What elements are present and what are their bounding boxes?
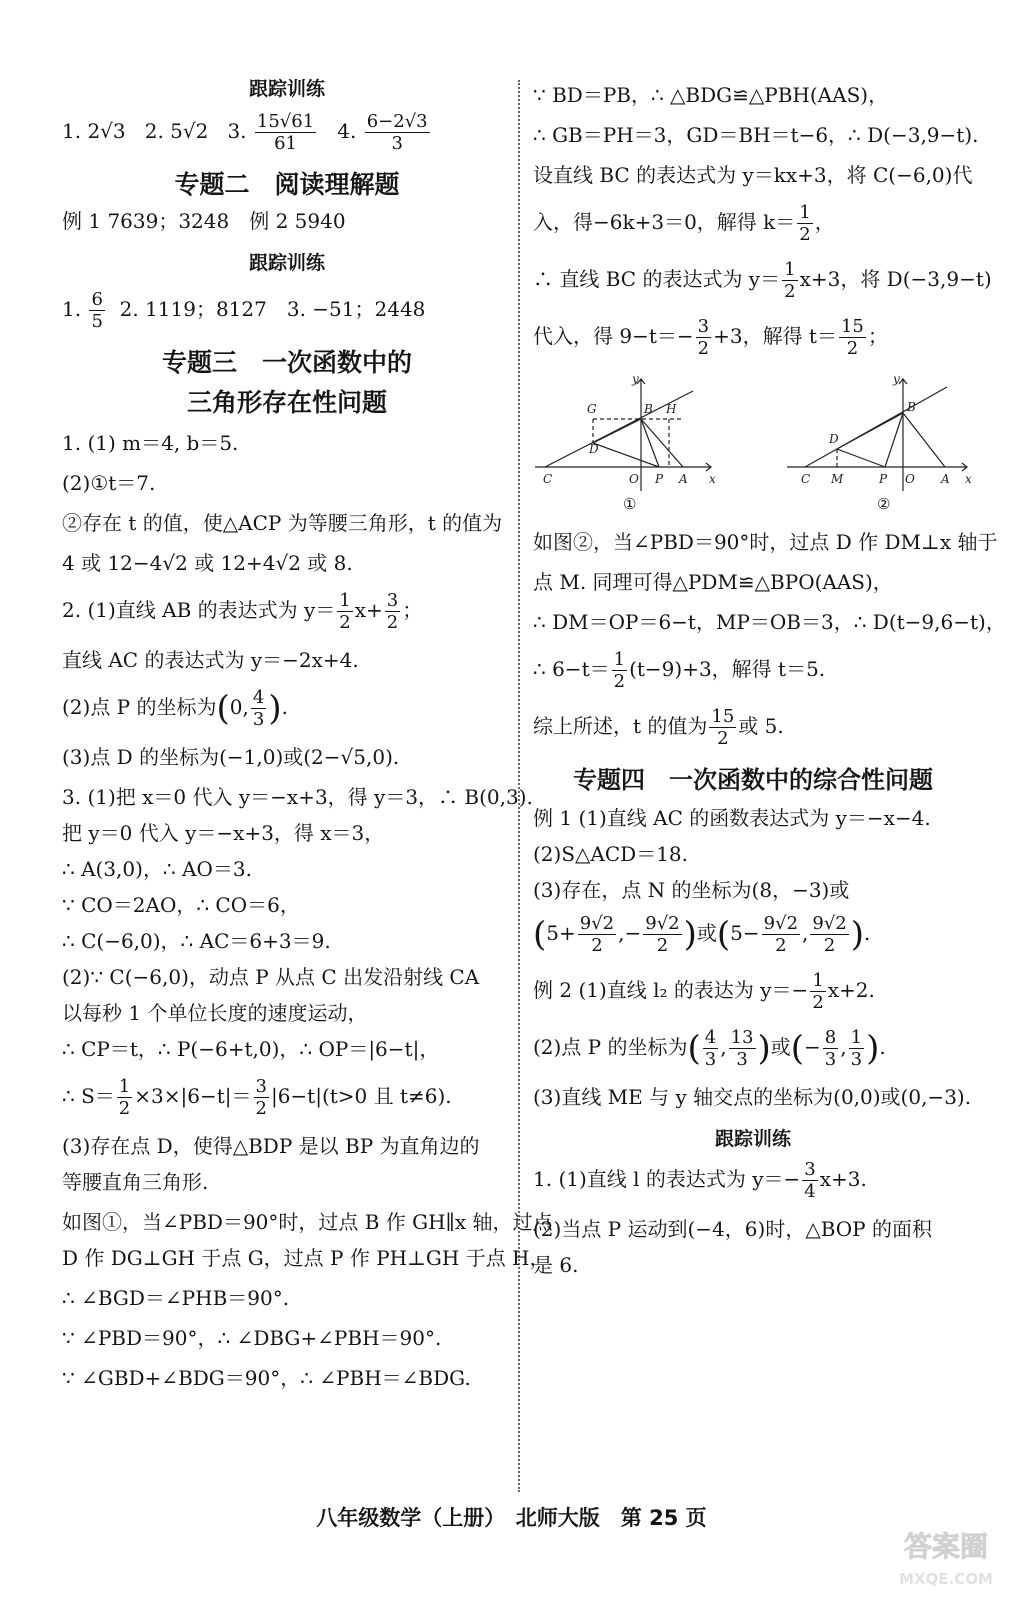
answer-line: 3. (1)把 x＝0 代入 y＝−x+3，得 y＝3，∴ B(0,3). — [62, 785, 533, 809]
figure-2-caption: ② — [877, 495, 891, 513]
answer-line: 代入，得 9−t＝− $\frac{3}{2}$ +3，解得 t＝ $\frac{15}{2}$ ； — [533, 316, 888, 359]
svg-text:A: A — [941, 472, 950, 486]
answer-line: 如图②，当∠PBD＝90°时，过点 D 作 DM⊥x 轴于 — [533, 530, 998, 554]
answer-line: ∴ DM＝OP＝6−t，MP＝OB＝3，∴ D(t−9,6−t)， — [533, 610, 1006, 634]
answer-line: 4 或 12−4√2 或 12+4√2 或 8. — [62, 551, 353, 575]
answer-line: (2)当点 P 运动到(−4，6)时，△BOP 的面积 — [533, 1217, 932, 1241]
answer-line: (2)点 P 的坐标为(0, $\frac{4}{3}$ ). — [62, 687, 288, 730]
svg-text:x: x — [709, 472, 716, 486]
answer-line: 把 y＝0 代入 y＝−x+3，得 x＝3， — [62, 821, 385, 845]
answer-line: 1. (1)直线 l 的表达式为 y＝− $\frac{3}{4}$ x+3. — [533, 1159, 867, 1202]
axis-label: y — [632, 373, 639, 386]
svg-text:y: y — [893, 373, 900, 386]
fraction: $\frac{6-2√3}{3}$ — [366, 111, 428, 154]
figures — [533, 373, 973, 519]
answer-line: (3)直线 ME 与 y 轴交点的坐标为(0,0)或(0,−3). — [533, 1085, 972, 1109]
topic-2-title: 专题二 阅读理解题 — [174, 170, 400, 199]
answer-line: (5+ $\frac{9√2}{2}$ ,− $\frac{9√2}{2}$ )或(5− $\frac{9√2}{2}$ , $\frac{9√2}{2}$ ). — [533, 913, 871, 956]
answer-line: ∴ 6−t＝ $\frac{1}{2}$ (t−9)+3，解得 t＝5. — [533, 649, 826, 692]
answer-line: (2)S△ACD＝18. — [533, 842, 688, 866]
answer-line: (3)点 D 的坐标为(−1,0)或(2−√5,0). — [62, 745, 400, 769]
answer-line: (3)存在，点 N 的坐标为(8，−3)或 — [533, 878, 850, 902]
right-column — [533, 62, 1006, 1292]
track-heading-1: 跟踪训练 — [248, 78, 325, 100]
svg-text:O: O — [629, 472, 639, 486]
answer-line: 设直线 BC 的表达式为 y＝kx+3，将 C(−6,0)代 — [533, 163, 973, 187]
svg-text:C: C — [801, 472, 811, 486]
answer-line: 以每秒 1 个单位长度的速度运动， — [62, 1001, 368, 1025]
answer-line: 直线 AC 的表达式为 y＝−2x+4. — [62, 648, 359, 672]
track-heading-2: 跟踪训练 — [248, 252, 325, 274]
answer-line: ②存在 t 的值，使△ACP 为等腰三角形，t 的值为 — [62, 511, 503, 535]
figure-1-diagram — [533, 373, 723, 493]
answer-line: 是 6. — [533, 1253, 579, 1277]
answer-line: ∴ S＝ $\frac{1}{2}$ ×3×|6−t|＝ $\frac{3}{2}$ |6−t|(t>0 且 t≠6). — [62, 1076, 452, 1119]
svg-text:P: P — [879, 472, 888, 486]
answer-line: 入，得−6k+3＝0，解得 k＝ $\frac{1}{2}$ ， — [533, 202, 835, 245]
fraction: $\frac{15√61}{61}$ — [256, 111, 315, 154]
figure-1-caption: ① — [623, 495, 637, 513]
answer-line: 点 M. 同理可得△PDM≌△BPO(AAS)， — [533, 570, 893, 594]
track-answers-1: 1. 2√3 2. 5√2 3. $\frac{15√61}{61}$ 4. $\frac{6-2√3}{3}$ — [62, 111, 428, 154]
answer-line: (2)∵ C(−6,0)，动点 P 从点 C 出发沿射线 CA — [62, 965, 480, 989]
answer-line: ∵ BD＝PB，∴ △BDG≌△PBH(AAS)， — [533, 83, 889, 107]
answer-line: 等腰直角三角形. — [62, 1170, 209, 1194]
svg-text:D: D — [829, 432, 839, 446]
answer-line: ∵ ∠GBD+∠BDG＝90°，∴ ∠PBH＝∠BDG. — [62, 1366, 471, 1390]
answer-line: ∴ C(−6,0)，∴ AC＝6+3＝9. — [62, 929, 331, 953]
topic-3-title-line1: 专题三 一次函数中的 — [161, 348, 412, 377]
answer-line: (2)点 P 的坐标为( $\frac{4}{3}$ , $\frac{13}{3}$ )或(− $\frac{8}{3}$ , $\frac{1}{3}$ ). — [533, 1027, 886, 1070]
answer-line: 1. (1) m＝4, b＝5. — [62, 431, 239, 455]
answer-line: 例 1 (1)直线 AC 的函数表达式为 y＝−x−4. — [533, 806, 931, 830]
answer-line: 如图①，当∠PBD＝90°时，过点 B 作 GH∥x 轴，过点 — [62, 1210, 553, 1234]
watermark-logo — [891, 1518, 1001, 1592]
topic-3-title-line2: 三角形存在性问题 — [186, 388, 387, 417]
figure-2-diagram — [785, 373, 975, 493]
svg-text:B: B — [644, 402, 653, 416]
page-footer: 八年级数学（上册） 北师大版 第 25 页 — [316, 1506, 707, 1530]
svg-text:D: D — [589, 442, 599, 456]
answer-line: ∴ 直线 BC 的表达式为 y＝ $\frac{1}{2}$ x+3，将 D(−3,9−t) — [533, 259, 992, 302]
answer-line: 综上所述，t 的值为 $\frac{15}{2}$ 或 5. — [533, 706, 784, 749]
answer-line: (3)存在点 D，使得△BDP 是以 BP 为直角边的 — [62, 1134, 480, 1158]
svg-text:G: G — [587, 402, 597, 416]
svg-text:H: H — [666, 402, 677, 416]
left-column — [62, 62, 553, 1405]
topic-4-title: 专题四 一次函数中的综合性问题 — [573, 766, 933, 794]
track-heading-3: 跟踪训练 — [714, 1128, 791, 1150]
answer-line: D 作 DG⊥GH 于点 G，过点 P 作 PH⊥GH 于点 H， — [62, 1246, 550, 1270]
answer-line: ∵ CO＝2AO，∴ CO＝6， — [62, 893, 300, 917]
svg-text:O: O — [905, 472, 915, 486]
svg-text:答案圈: 答案圈 — [903, 1530, 989, 1563]
answer-line: ∵ ∠PBD＝90°，∴ ∠DBG+∠PBH＝90°. — [62, 1326, 442, 1350]
svg-text:B: B — [907, 400, 916, 414]
fraction: $\frac{6}{5}$ — [91, 289, 103, 332]
answer-line: ∴ ∠BGD＝∠PHB＝90°. — [62, 1286, 290, 1310]
svg-text:MXQE.COM: MXQE.COM — [899, 1570, 993, 1588]
svg-text:M: M — [831, 472, 844, 486]
topic-2-examples: 例 1 7639；3248 例 2 5940 — [62, 209, 346, 233]
svg-text:A: A — [679, 472, 688, 486]
svg-text:x: x — [965, 472, 972, 486]
answer-line: 2. (1)直线 AB 的表达式为 y＝ $\frac{1}{2}$ x+ $\frac{3}{2}$ ； — [62, 590, 423, 633]
answer-line: 例 2 (1)直线 l₂ 的表达为 y＝− $\frac{1}{2}$ x+2. — [533, 970, 875, 1013]
svg-text:P: P — [655, 472, 664, 486]
track-answers-2: 1. $\frac{6}{5}$ 2. 1119；8127 3. −51；2448 — [62, 289, 426, 332]
answer-line: ∴ A(3,0)，∴ AO＝3. — [62, 857, 252, 881]
answer-line: (2)①t＝7. — [62, 471, 156, 495]
answer-line: ∴ GB＝PH＝3，GD＝BH＝t−6，∴ D(−3,9−t). — [533, 123, 979, 147]
svg-text:C: C — [543, 472, 553, 486]
answer-line: ∴ CP＝t，∴ P(−6+t,0)，∴ OP＝|6−t|， — [62, 1037, 440, 1061]
